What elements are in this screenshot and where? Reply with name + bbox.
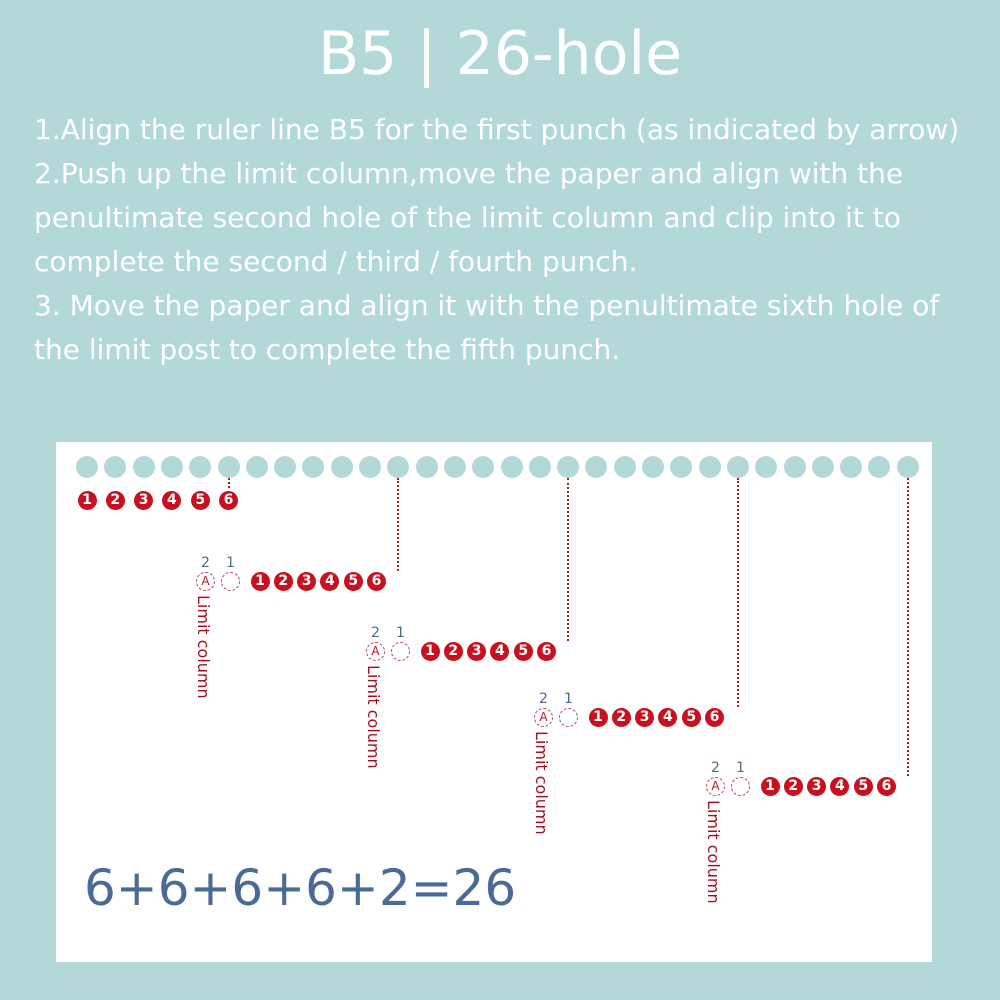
binder-hole — [359, 456, 381, 478]
hole-marker: 1 — [761, 777, 780, 796]
binder-hole — [812, 456, 834, 478]
binder-hole — [274, 456, 296, 478]
binder-hole — [472, 456, 494, 478]
binder-hole — [670, 456, 692, 478]
alignment-line — [737, 478, 739, 707]
binder-hole — [727, 456, 749, 478]
hole-marker: 5 — [854, 777, 873, 796]
binder-hole — [302, 456, 324, 478]
hole-marker: 4 — [658, 708, 677, 727]
binder-hole — [444, 456, 466, 478]
limit-column-label: Limit column — [704, 800, 723, 904]
binder-hole — [868, 456, 890, 478]
binder-hole — [585, 456, 607, 478]
hole-marker: 4 — [162, 491, 181, 510]
limit-number-label: 2 — [711, 760, 720, 776]
hole-marker: 4 — [320, 572, 339, 591]
hole-marker: 6 — [219, 491, 238, 510]
binder-hole — [76, 456, 98, 478]
instructions — [34, 108, 974, 372]
binder-hole — [161, 456, 183, 478]
alignment-line — [397, 478, 399, 571]
binder-hole — [755, 456, 777, 478]
binder-hole — [699, 456, 721, 478]
limit-column-label: Limit column — [532, 731, 551, 835]
hole-marker: 3 — [635, 708, 654, 727]
limit-column-label: Limit column — [364, 665, 383, 769]
limit-hole-empty-icon — [221, 572, 240, 591]
binder-hole — [246, 456, 268, 478]
limit-number-label: 2 — [201, 555, 210, 571]
hole-marker: 3 — [134, 491, 153, 510]
hole-marker: 2 — [784, 777, 803, 796]
hole-marker: 2 — [106, 491, 125, 510]
limit-number-label: 1 — [564, 691, 573, 707]
alignment-line — [567, 478, 569, 641]
limit-number-label: 2 — [539, 691, 548, 707]
binder-hole — [642, 456, 664, 478]
binder-hole — [557, 456, 579, 478]
limit-number-label: 2 — [371, 625, 380, 641]
binder-hole — [104, 456, 126, 478]
hole-marker: 3 — [297, 572, 316, 591]
binder-hole — [218, 456, 240, 478]
hole-marker: 4 — [830, 777, 849, 796]
hole-marker: 5 — [682, 708, 701, 727]
hole-marker: 5 — [191, 491, 210, 510]
binder-hole — [331, 456, 353, 478]
hole-marker: 1 — [78, 491, 97, 510]
alignment-line — [907, 478, 909, 776]
limit-number-label: 1 — [736, 760, 745, 776]
hole-marker: 4 — [490, 642, 509, 661]
binder-hole — [784, 456, 806, 478]
binder-hole — [189, 456, 211, 478]
instruction-step-2: 2.Push up the limit column,move the paper and align with the penultimate second hole of the limit column and clip into it to complete the second / third / fourth punch. — [34, 157, 904, 278]
hole-marker: 6 — [705, 708, 724, 727]
page-title: B5 | 26-hole — [317, 19, 682, 89]
hole-marker: 2 — [612, 708, 631, 727]
hole-marker: 5 — [344, 572, 363, 591]
limit-hole-a-icon: A — [534, 708, 553, 727]
hole-marker: 2 — [444, 642, 463, 661]
limit-hole-a-icon: A — [706, 777, 725, 796]
hole-marker: 2 — [274, 572, 293, 591]
hole-marker: 6 — [367, 572, 386, 591]
limit-hole-a-icon: A — [196, 572, 215, 591]
hole-marker: 1 — [589, 708, 608, 727]
binder-hole — [614, 456, 636, 478]
hole-marker: 1 — [421, 642, 440, 661]
hole-marker: 6 — [537, 642, 556, 661]
binder-hole — [133, 456, 155, 478]
alignment-line — [228, 478, 230, 488]
limit-hole-a-icon: A — [366, 642, 385, 661]
limit-hole-empty-icon — [559, 708, 578, 727]
hole-marker: 3 — [467, 642, 486, 661]
hole-count-formula: 6+6+6+6+2=26 — [84, 859, 517, 917]
binder-hole — [501, 456, 523, 478]
limit-hole-empty-icon — [731, 777, 750, 796]
binder-hole — [529, 456, 551, 478]
instruction-step-1: 1.Align the ruler line B5 for the first punch (as indicated by arrow) — [34, 113, 960, 146]
limit-number-label: 1 — [396, 625, 405, 641]
hole-marker: 1 — [251, 572, 270, 591]
hole-marker: 3 — [807, 777, 826, 796]
limit-number-label: 1 — [226, 555, 235, 571]
limit-hole-empty-icon — [391, 642, 410, 661]
hole-marker: 6 — [877, 777, 896, 796]
limit-column-label: Limit column — [194, 595, 213, 699]
binder-hole — [840, 456, 862, 478]
binder-hole — [416, 456, 438, 478]
hole-marker: 5 — [514, 642, 533, 661]
binder-hole — [387, 456, 409, 478]
binder-hole — [897, 456, 919, 478]
instruction-step-3: 3. Move the paper and align it with the penultimate sixth hole of the limit post to complete the fifth punch. — [34, 289, 940, 366]
